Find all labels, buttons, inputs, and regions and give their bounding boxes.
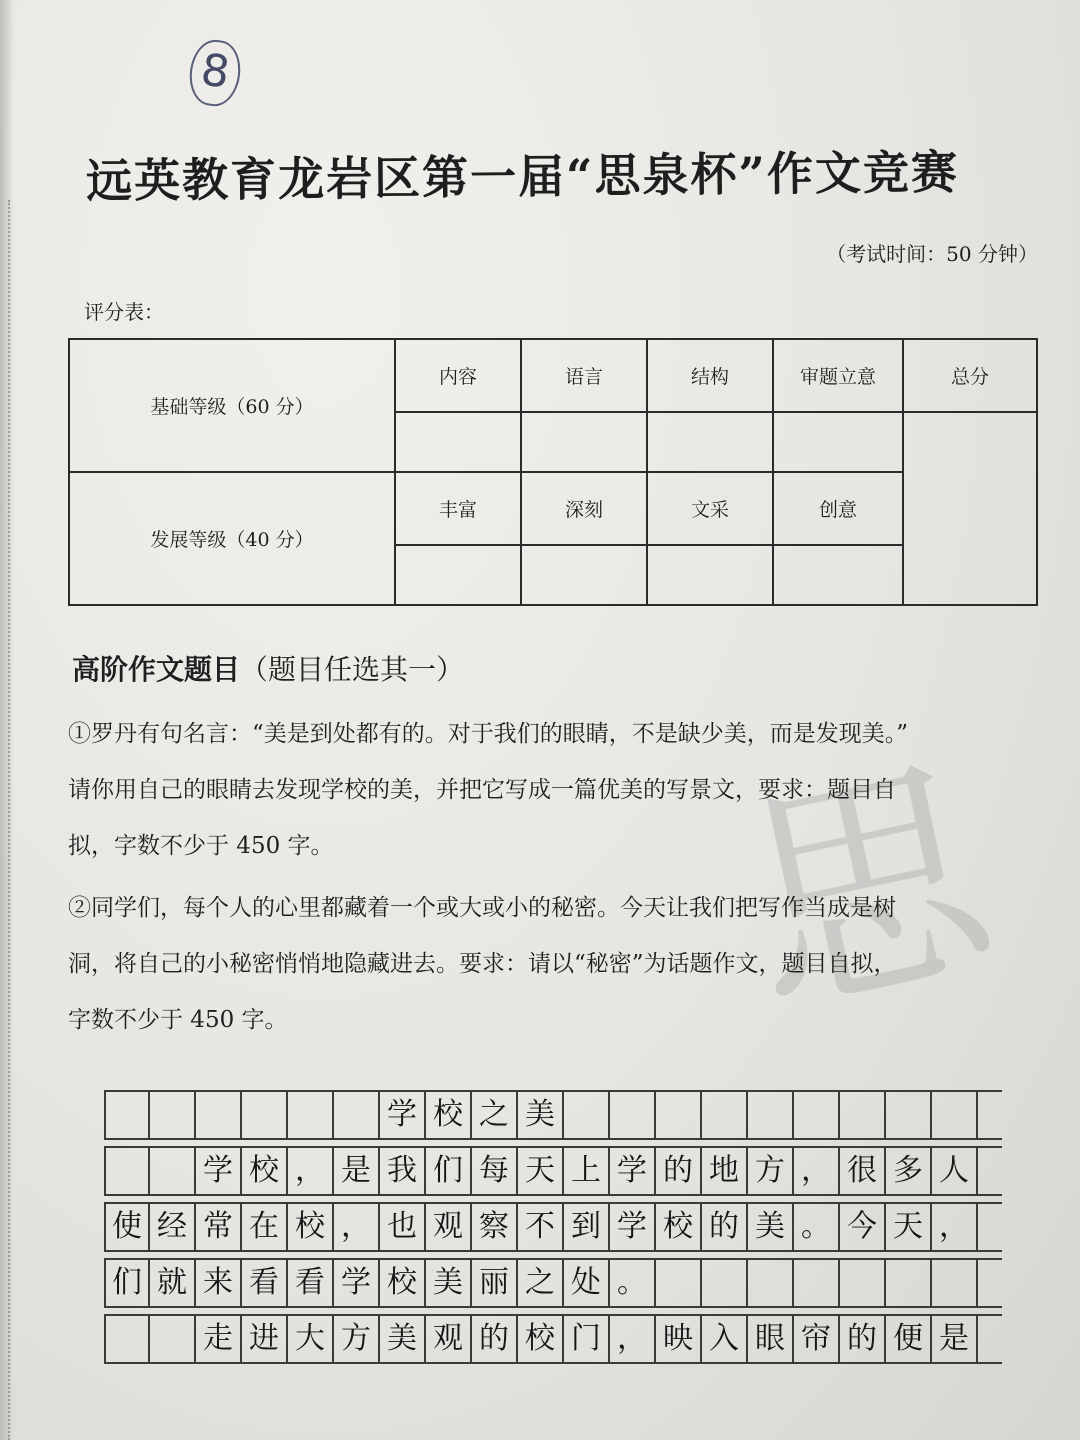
essay-grid-cell[interactable]: 之 xyxy=(518,1260,564,1306)
essay-grid-cell[interactable]: 很 xyxy=(840,1148,886,1194)
essay-grid-cell[interactable]: 不 xyxy=(518,1204,564,1250)
essay-grid-cell[interactable]: 校 xyxy=(380,1260,426,1306)
score-table xyxy=(68,338,1038,606)
prompt-two-line: ②同学们，每个人的心里都藏着一个或大或小的秘密。今天让我们把写作当成是树 xyxy=(68,895,896,921)
essay-grid-cell[interactable] xyxy=(150,1092,196,1138)
essay-grid-cell[interactable]: 每 xyxy=(472,1148,518,1194)
essay-grid-cell[interactable]: 也 xyxy=(380,1204,426,1250)
essay-grid-cell[interactable]: 使 xyxy=(104,1204,150,1250)
essay-grid-cell[interactable] xyxy=(104,1148,150,1194)
essay-grid-cell[interactable]: 入 xyxy=(702,1316,748,1362)
essay-grid-row xyxy=(104,1258,1002,1308)
score-cell-style[interactable] xyxy=(647,545,773,605)
section-title xyxy=(72,648,464,688)
essay-grid-cell[interactable]: 方 xyxy=(334,1316,380,1362)
essay-grid-cell[interactable]: 美 xyxy=(748,1204,794,1250)
essay-grid-cell[interactable]: 上 xyxy=(564,1148,610,1194)
prompt-one-line: 拟，字数不少于 450 字。 xyxy=(68,833,334,859)
essay-grid-cell[interactable]: ， xyxy=(334,1204,380,1250)
essay-grid-cell[interactable]: 们 xyxy=(426,1148,472,1194)
essay-grid-cell[interactable]: 丽 xyxy=(472,1260,518,1306)
essay-grid-cell[interactable] xyxy=(288,1092,334,1138)
essay-grid-cell[interactable] xyxy=(104,1316,150,1362)
essay-grid-cell[interactable]: 校 xyxy=(656,1204,702,1250)
essay-grid-cell[interactable]: 的 xyxy=(656,1148,702,1194)
essay-grid-cell[interactable] xyxy=(840,1092,886,1138)
essay-grid-cell[interactable]: ， xyxy=(794,1148,840,1194)
essay-grid-cell[interactable] xyxy=(242,1092,288,1138)
essay-grid-cell[interactable]: 就 xyxy=(150,1260,196,1306)
essay-grid-row xyxy=(104,1314,1002,1364)
essay-grid-cell[interactable] xyxy=(748,1260,794,1306)
essay-grid-cell[interactable]: 校 xyxy=(426,1092,472,1138)
essay-grid-cell[interactable]: 的 xyxy=(702,1204,748,1250)
essay-grid-cell[interactable]: 天 xyxy=(886,1204,932,1250)
essay-grid-cell[interactable] xyxy=(886,1260,932,1306)
essay-grid-cell[interactable]: 美 xyxy=(380,1316,426,1362)
essay-grid-cell[interactable]: 帘 xyxy=(794,1316,840,1362)
essay-grid-cell[interactable] xyxy=(702,1092,748,1138)
essay-grid-cell[interactable]: 在 xyxy=(242,1204,288,1250)
essay-grid-cell[interactable]: 走 xyxy=(196,1316,242,1362)
essay-grid-cell[interactable]: 看 xyxy=(288,1260,334,1306)
essay-grid-cell[interactable]: 的 xyxy=(840,1316,886,1362)
essay-grid-cell[interactable]: 。 xyxy=(610,1260,656,1306)
essay-grid-cell[interactable]: 映 xyxy=(656,1316,702,1362)
score-cell-content[interactable] xyxy=(395,412,521,472)
essay-writing-grid[interactable] xyxy=(104,1090,1002,1440)
essay-grid-cell[interactable]: 学 xyxy=(196,1148,242,1194)
essay-grid-cell[interactable]: 学 xyxy=(334,1260,380,1306)
essay-grid-row xyxy=(104,1202,1002,1252)
essay-grid-cell[interactable] xyxy=(150,1148,196,1194)
essay-grid-cell[interactable] xyxy=(748,1092,794,1138)
essay-grid-cell[interactable]: 到 xyxy=(564,1204,610,1250)
essay-grid-cell[interactable]: 是 xyxy=(932,1316,978,1362)
essay-grid-cell[interactable]: 之 xyxy=(472,1092,518,1138)
binding-margin-line xyxy=(8,200,11,1440)
header-theme: 审题立意 xyxy=(773,339,903,412)
prompt-one-line: 请你用自己的眼睛去发现学校的美，并把它写成一篇优美的写景文，要求：题目自 xyxy=(68,777,896,803)
essay-grid-row xyxy=(104,1090,1002,1140)
background-watermark: 思 xyxy=(719,728,1013,1053)
header-creativity: 创意 xyxy=(773,472,903,545)
prompt-two-line: 字数不少于 450 字。 xyxy=(68,1007,288,1033)
essay-grid-cell[interactable]: 校 xyxy=(518,1316,564,1362)
essay-grid-cell[interactable]: 天 xyxy=(518,1148,564,1194)
essay-grid-cell[interactable]: 便 xyxy=(886,1316,932,1362)
essay-grid-cell[interactable]: 美 xyxy=(426,1260,472,1306)
page-shadow xyxy=(0,0,14,1440)
essay-grid-cell[interactable]: 来 xyxy=(196,1260,242,1306)
essay-grid-cell[interactable]: 今 xyxy=(840,1204,886,1250)
essay-grid-cell[interactable]: 地 xyxy=(702,1148,748,1194)
essay-grid-cell[interactable] xyxy=(840,1260,886,1306)
essay-grid-cell[interactable]: 人 xyxy=(932,1148,978,1194)
essay-grid-row xyxy=(104,1146,1002,1196)
essay-grid-cell[interactable] xyxy=(196,1092,242,1138)
prompt-two-line: 洞，将自己的小秘密悄悄地隐藏进去。要求：请以“秘密”为话题作文，题目自拟， xyxy=(68,951,897,977)
essay-grid-cell[interactable] xyxy=(702,1260,748,1306)
essay-grid-cell[interactable]: 眼 xyxy=(748,1316,794,1362)
prompt-one xyxy=(68,706,1058,874)
page-title: 远英教育龙岩区第一届“思泉杯”作文竞赛 xyxy=(85,144,960,209)
essay-grid-cell[interactable]: 学 xyxy=(610,1204,656,1250)
score-cell-language[interactable] xyxy=(521,412,647,472)
essay-grid-cell[interactable]: 进 xyxy=(242,1316,288,1362)
essay-grid-cell[interactable]: 。 xyxy=(794,1204,840,1250)
essay-grid-cell[interactable] xyxy=(794,1092,840,1138)
essay-grid-cell[interactable]: 校 xyxy=(288,1204,334,1250)
essay-grid-cell[interactable] xyxy=(932,1260,978,1306)
handwritten-page-number: 8 xyxy=(186,37,245,109)
essay-grid-cell[interactable]: 多 xyxy=(886,1148,932,1194)
essay-grid-cell[interactable] xyxy=(656,1092,702,1138)
score-cell-richness[interactable] xyxy=(395,545,521,605)
essay-grid-cell[interactable]: 经 xyxy=(150,1204,196,1250)
section-heading: 高阶作文题目 xyxy=(72,653,241,686)
essay-grid-cell[interactable] xyxy=(104,1092,150,1138)
essay-grid-cell[interactable]: 我 xyxy=(380,1148,426,1194)
essay-grid-cell[interactable]: 看 xyxy=(242,1260,288,1306)
prompt-one-line: ①罗丹有句名言：“美是到处都有的。对于我们的眼睛，不是缺少美，而是发现美。” xyxy=(68,721,909,747)
essay-grid-cell[interactable] xyxy=(150,1316,196,1362)
header-style: 文采 xyxy=(647,472,773,545)
essay-grid-cell[interactable] xyxy=(794,1260,840,1306)
score-cell-total[interactable] xyxy=(903,412,1037,605)
development-level-label: 发展等级（40 分） xyxy=(69,472,395,605)
essay-grid-cell[interactable]: 美 xyxy=(518,1092,564,1138)
essay-grid-cell[interactable] xyxy=(564,1092,610,1138)
score-cell-depth[interactable] xyxy=(521,545,647,605)
essay-grid-cell[interactable] xyxy=(610,1092,656,1138)
score-cell-creativity[interactable] xyxy=(773,545,903,605)
essay-grid-cell[interactable]: 是 xyxy=(334,1148,380,1194)
essay-grid-cell[interactable]: ， xyxy=(610,1316,656,1362)
essay-grid-cell[interactable]: 常 xyxy=(196,1204,242,1250)
essay-grid-cell[interactable]: 察 xyxy=(472,1204,518,1250)
header-total: 总分 xyxy=(903,339,1037,412)
score-cell-theme[interactable] xyxy=(773,412,903,472)
header-depth: 深刻 xyxy=(521,472,647,545)
essay-grid-cell[interactable]: ， xyxy=(932,1204,978,1250)
score-cell-structure[interactable] xyxy=(647,412,773,472)
essay-grid-cell[interactable]: 们 xyxy=(104,1260,150,1306)
essay-grid-cell[interactable] xyxy=(656,1260,702,1306)
essay-grid-cell[interactable] xyxy=(932,1092,978,1138)
essay-grid-cell[interactable]: 观 xyxy=(426,1204,472,1250)
essay-grid-cell[interactable]: 校 xyxy=(242,1148,288,1194)
essay-grid-cell[interactable]: 学 xyxy=(380,1092,426,1138)
section-subheading: （题目任选其一） xyxy=(240,653,465,686)
essay-grid-cell[interactable] xyxy=(334,1092,380,1138)
essay-grid-cell[interactable]: 的 xyxy=(472,1316,518,1362)
essay-grid-cell[interactable]: 大 xyxy=(288,1316,334,1362)
prompt-two xyxy=(68,880,1058,1048)
essay-grid-cell[interactable]: 处 xyxy=(564,1260,610,1306)
essay-grid-cell[interactable] xyxy=(886,1092,932,1138)
essay-grid-cell[interactable]: 门 xyxy=(564,1316,610,1362)
basic-level-label: 基础等级（60 分） xyxy=(69,339,395,472)
header-content: 内容 xyxy=(395,339,521,412)
header-richness: 丰富 xyxy=(395,472,521,545)
header-language: 语言 xyxy=(521,339,647,412)
exam-time-note: （考试时间：50 分钟） xyxy=(826,242,1038,266)
essay-grid-cell[interactable]: 学 xyxy=(610,1148,656,1194)
score-table-label: 评分表： xyxy=(84,300,164,324)
essay-grid-cell[interactable]: ， xyxy=(288,1148,334,1194)
header-structure: 结构 xyxy=(647,339,773,412)
essay-grid-cell[interactable]: 方 xyxy=(748,1148,794,1194)
essay-grid-cell[interactable]: 观 xyxy=(426,1316,472,1362)
